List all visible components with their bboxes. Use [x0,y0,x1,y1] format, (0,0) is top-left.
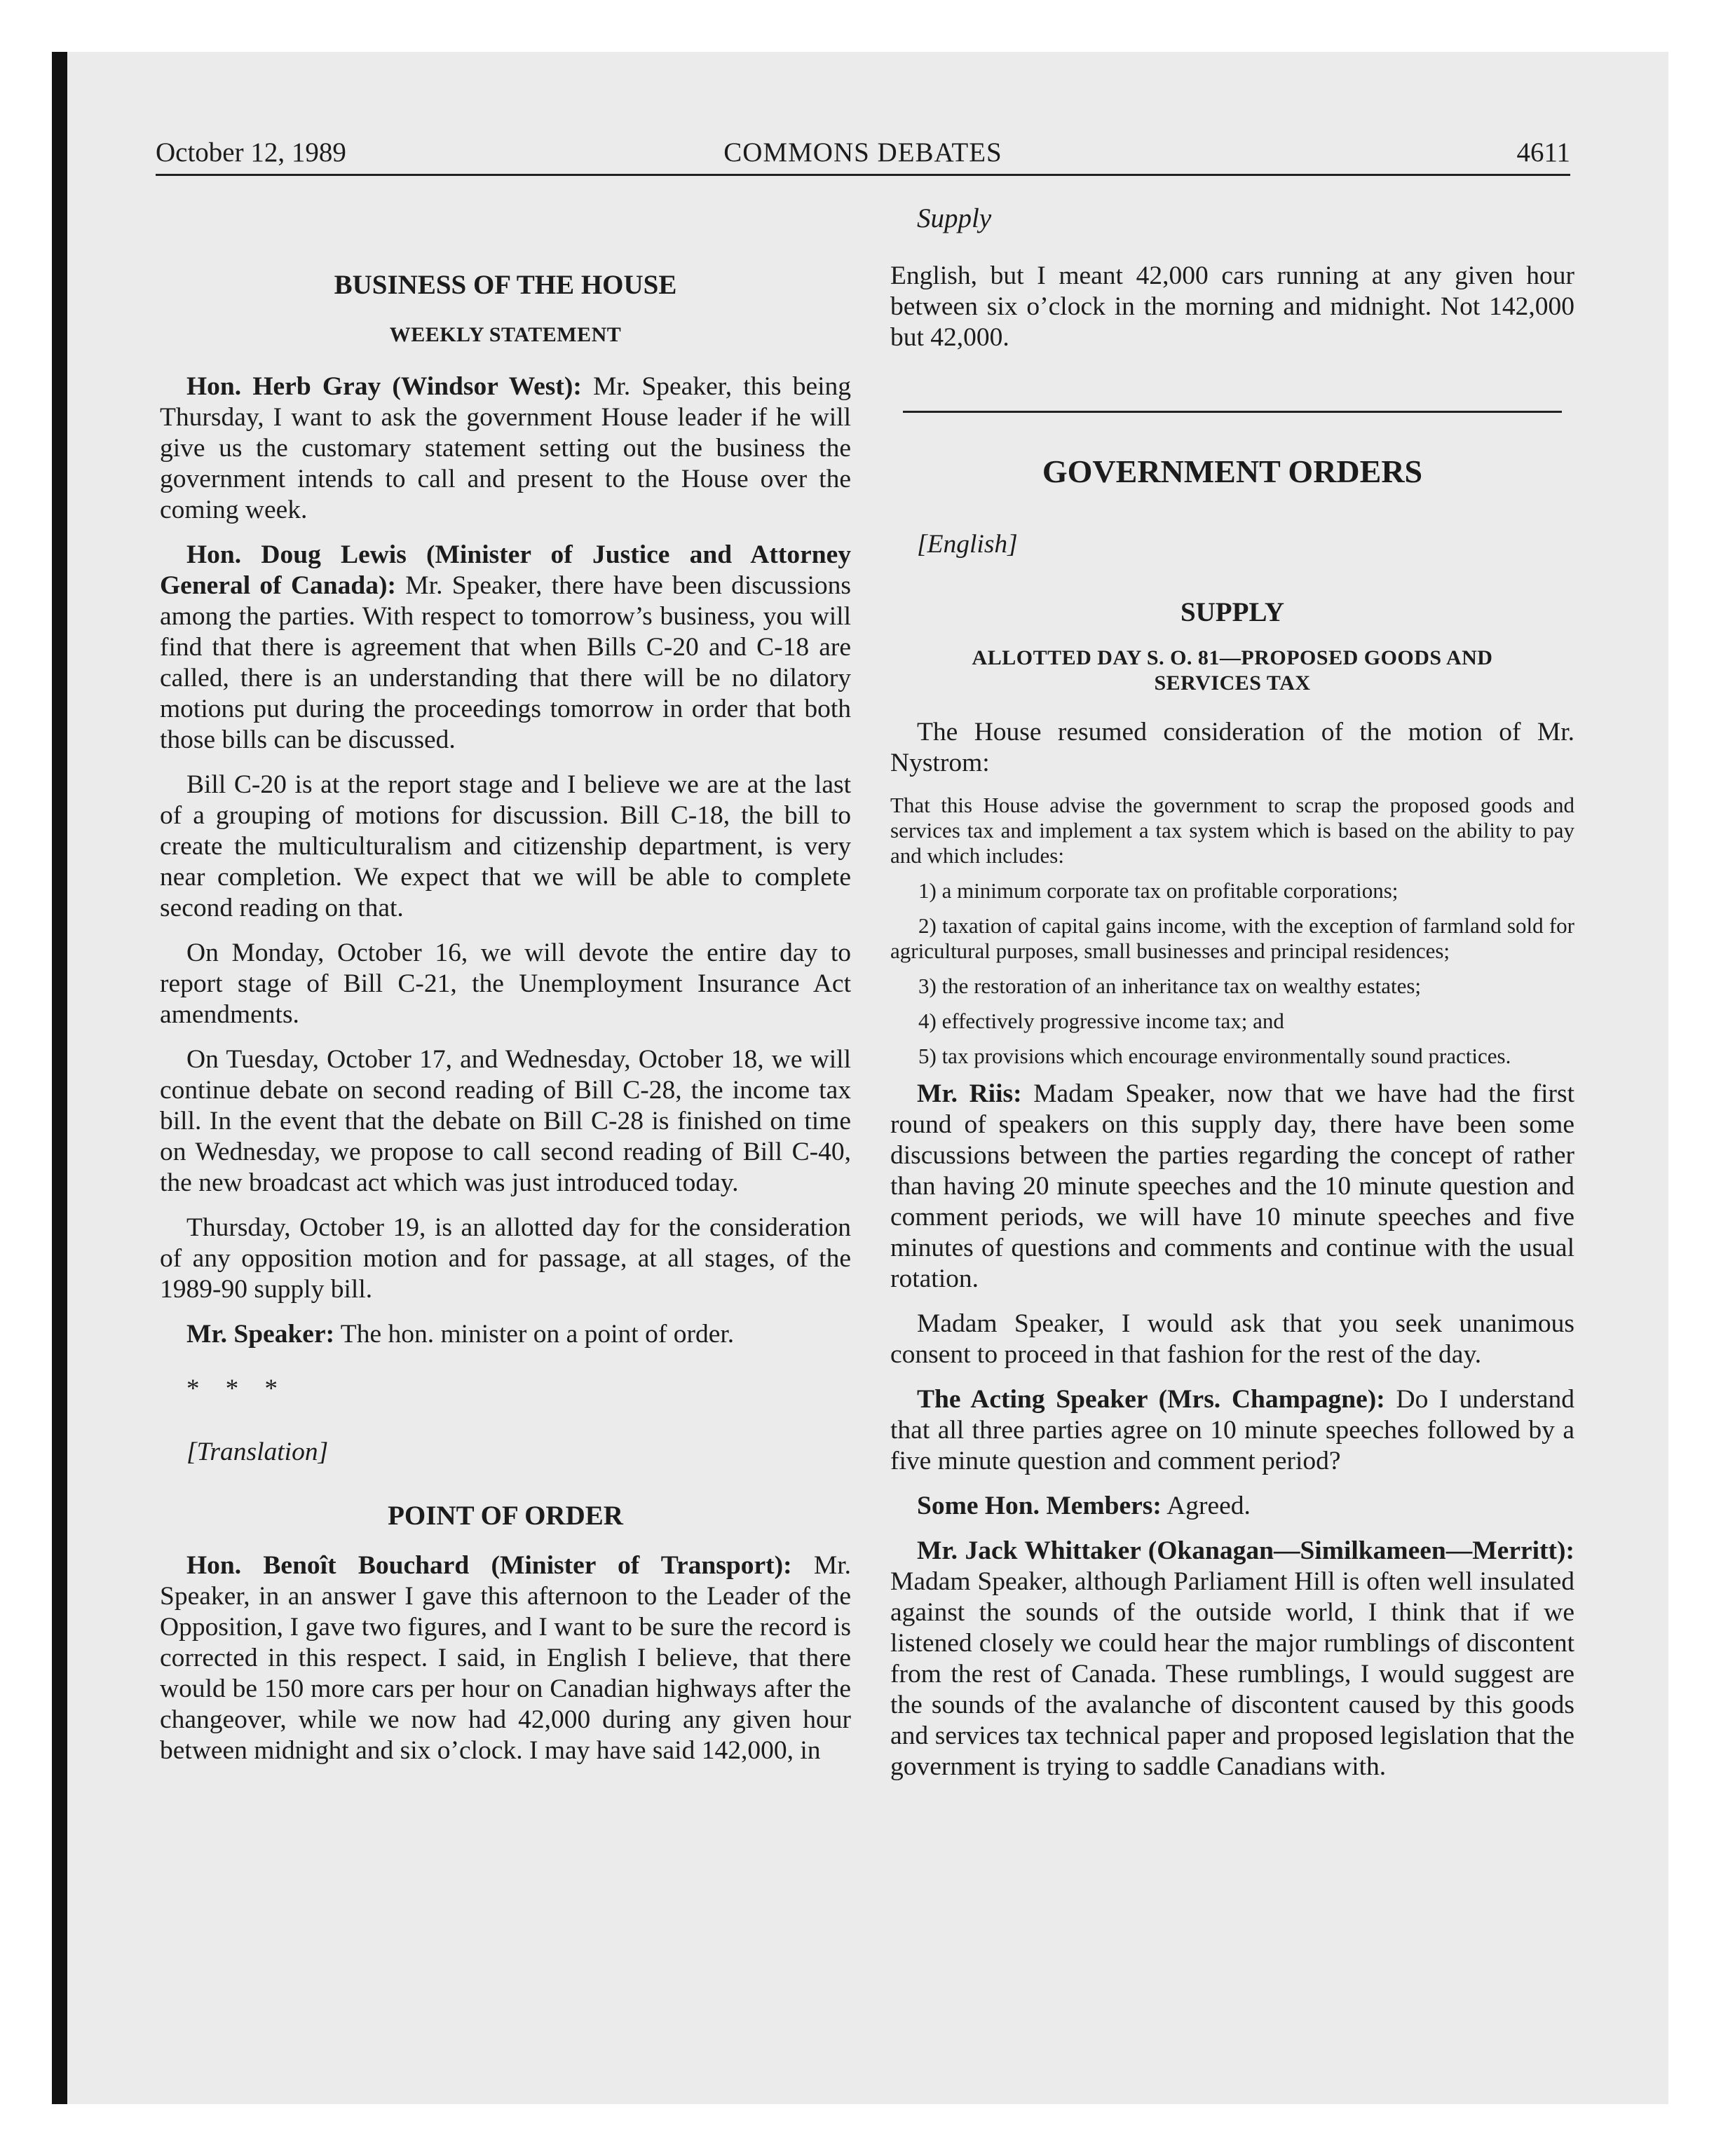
language-marker: [English] [917,530,1018,559]
paragraph [890,1491,1574,1522]
section-heading-supply: SUPPLY [1180,597,1285,627]
header-rule [156,174,1570,176]
speaker-name: Mr. Speaker: [186,1320,335,1349]
motion-item: 1) a minimum corporate tax on profitable corporations; [918,878,1399,903]
motion-text [890,793,1574,1069]
speech-text: Do I understand that all three parties agree on 10 minute speeches followed by a five minute question and comment period? [890,1385,1574,1475]
paragraph: On Tuesday, October 17, and Wednesday, October 18, we will continue debate on second reading of Bill C-28, the income tax bill. In the event that the debate on Bill C-28 is finished on time on Wednesday, we propose to call second reading of Bill C-40, the new broadcast act which was just introduced today. [160,1045,851,1197]
paragraph: The House resumed consideration of the motion of Mr. Nystrom: [890,718,1574,777]
subheading-allotted-day-line2: SERVICES TAX [1154,671,1311,695]
speaker-name: Hon. Benoît Bouchard (Minister of Transport): [186,1551,792,1580]
paragraph [160,1550,851,1766]
right-column [890,203,1574,1796]
motion-item: 4) effectively progressive income tax; and [918,1009,1284,1033]
subheading-allotted-day: ALLOTTED DAY S. O. 81—PROPOSED GOODS AND [972,646,1493,669]
paragraph: Thursday, October 19, is an allotted day for the consideration of any opposition motion and for passage, at all stages, of the 1989-90 supply bill. [160,1213,851,1304]
paragraph [160,371,851,526]
speech-text: The hon. minister on a point of order. [334,1320,735,1349]
running-header [156,133,1570,172]
scan-edge [52,52,67,2104]
speaker-name: Mr. Riis: [917,1079,1022,1108]
paragraph: Madam Speaker, I would ask that you seek unanimous consent to proceed in that fashion for the rest of the day. [890,1309,1574,1369]
paragraph [890,1384,1574,1477]
paragraph: On Monday, October 16, we will devote the entire day to report stage of Bill C-21, the Unemployment Insurance Act amendments. [160,939,851,1029]
paragraph [160,540,851,756]
speech-text: Madam Speaker, although Parliament Hill is often well insulated against the sounds of the outside world, I think that if we listened closely we could hear the major rumblings of discontent from the rest of Canada. These rumblings, I would suggest are the sounds of the avalanche of discontent caused by this goods and services tax technical paper and proposed legislation that the government is trying to saddle Canadians with. [890,1567,1574,1781]
page-number: 4611 [1516,137,1570,168]
section-heading-point-of-order: POINT OF ORDER [388,1501,623,1531]
speech-text: Agreed. [1161,1492,1251,1520]
paragraph [890,1536,1574,1782]
header-date: October 12, 1989 [156,137,346,168]
motion-item: 3) the restoration of an inheritance tax on wealthy estates; [918,974,1422,998]
paragraph: Bill C-20 is at the report stage and I believe we are at the last of a grouping of motions for discussion. Bill C-18, the bill to create the multiculturalism and citizenship department, is very near completion. We expect that we will be able to complete second reading on that. [160,770,851,922]
translation-marker: [Translation] [186,1438,329,1466]
speaker-name: The Acting Speaker (Mrs. Champagne): [917,1385,1385,1414]
left-column [160,203,851,1780]
speech-text: Mr. Speaker, there have been discussions among the parties. With respect to tomorrow’s business, you will find that there is agreement that when Bills C-20 and C-18 are called, there is an understanding that there will be no dilatory motions put during the proceedings tomorrow in order that both those bills can be discussed. [160,571,851,754]
section-tag-supply: Supply [917,203,992,233]
speech-text: Mr. Speaker, this being Thursday, I want to ask the government House leader if he will give us the customary statement setting out the business the government intends to call and present to the House over the coming week. [160,372,852,524]
paragraph [160,1319,851,1350]
motion-item: 2) taxation of capital gains income, with the exception of farmland sold for agricultural purposes, small businesses and principal residences; [890,913,1574,963]
motion-intro: That this House advise the government to scrap the proposed goods and services tax and implement a tax system which is based on the ability to pay and which includes: [890,793,1574,868]
section-heading-business: BUSINESS OF THE HOUSE [334,270,677,300]
speech-text: Madam Speaker, now that we have had the first round of speakers on this supply day, there have been some discussions between the parties regarding the concept of rather than having 20 minute speeches and the 10 minute question and comment periods, we will have 10 minute speeches and five minutes of questions and comments and continue with the usual rotation. [890,1079,1574,1293]
speech-text: Mr. Speaker, in an answer I gave this afternoon to the Leader of the Opposition, I gave two figures, and I want to be sure the record is corrected in this respect. I said, in English I believe, that there would be 150 more cars per hour on Canadian highways after the changeover, while we now had 42,000 during any given hour between midnight and six o’clock. I may have said 142,000, in [160,1551,851,1765]
section-separator: * * * [186,1374,287,1403]
section-heading-government-orders: GOVERNMENT ORDERS [1042,453,1423,489]
speaker-name: Some Hon. Members: [917,1492,1162,1520]
motion-item: 5) tax provisions which encourage environmentally sound practices. [918,1044,1511,1068]
speaker-name: Mr. Jack Whittaker (Okanagan—Similkameen—Merritt): [917,1536,1574,1565]
subheading-weekly-statement: WEEKLY STATEMENT [389,323,622,346]
speaker-name: Hon. Doug Lewis (Minister of Justice and Attorney General of Canada): [160,540,851,600]
paragraph: English, but I meant 42,000 cars running at any given hour between six o’clock in the morning and midnight. Not 142,000 but 42,000. [890,261,1574,352]
header-title: COMMONS DEBATES [723,137,1002,168]
paragraph [890,1079,1574,1295]
speaker-name: Hon. Herb Gray (Windsor West): [186,372,582,401]
